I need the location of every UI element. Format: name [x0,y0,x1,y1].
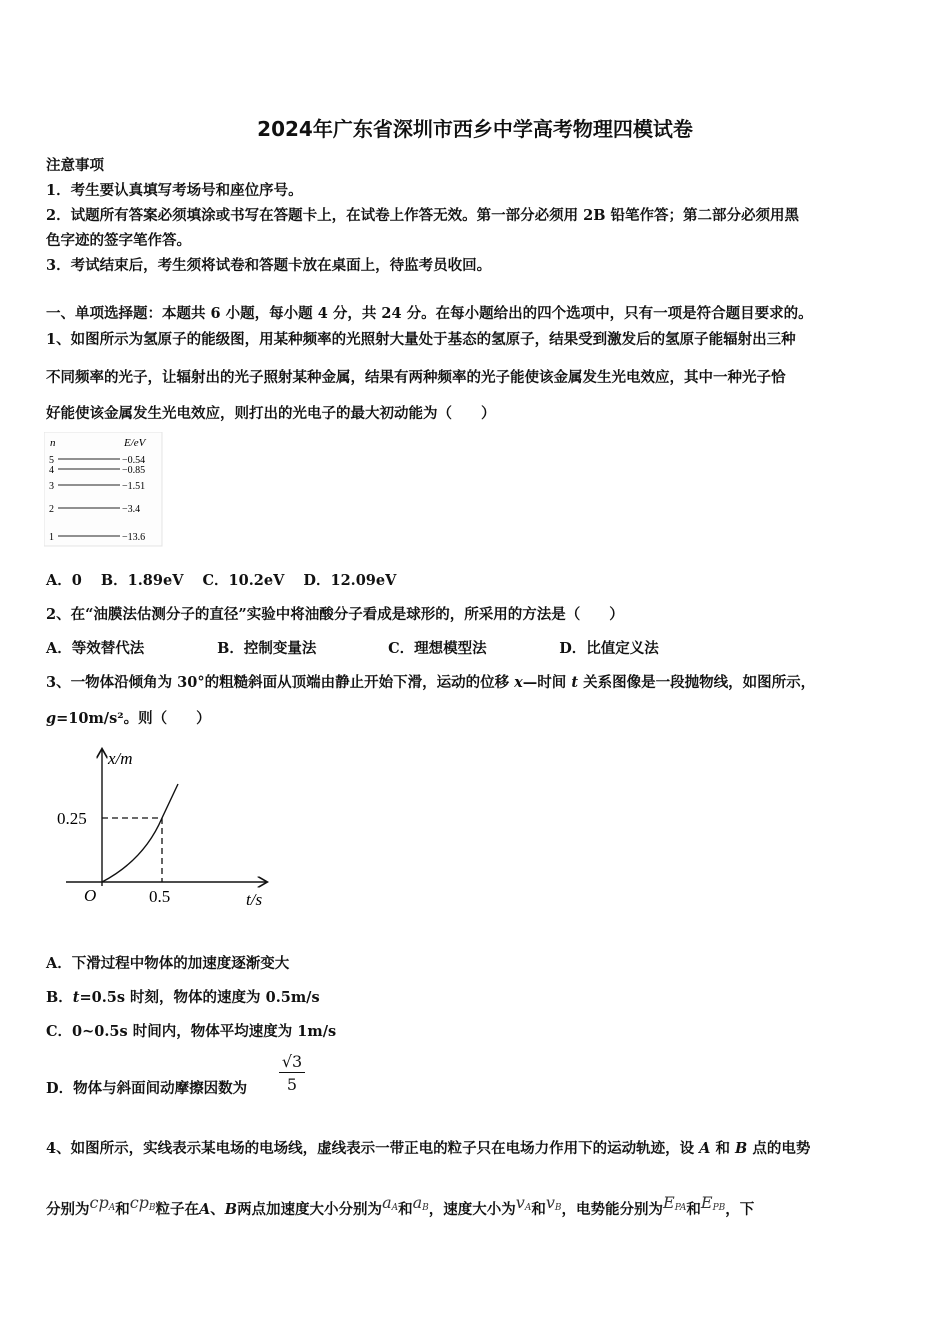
q3-option-b-prefix: B． [46,989,73,1006]
x-axis-label: t/s [246,890,263,909]
q2-option-d[interactable]: D．比值定义法 [559,640,659,657]
level-4-n: 4 [49,465,54,476]
q3-stem-x: x [514,674,523,691]
q2-option-a[interactable]: A．等效替代法 [46,640,145,657]
q4-p6: ，下 [725,1201,755,1218]
q1-line-1: 1、如图所示为氢原子的能级图，用某种频率的光照射大量处于基态的氢原子，结果受到激发后的氢原子能辐射出三种 [46,331,796,348]
phi-b-sub: B [148,1203,156,1213]
q3-stem-g: g [46,710,57,727]
q3-stem-b: —时间 [522,674,572,691]
a-b-symbol [413,1193,429,1212]
a-a-letter: a [382,1193,392,1212]
q4-and4: 和 [686,1201,701,1218]
level-1-n: 1 [49,532,54,543]
q2-stem: 2、在“油膜法估测分子的直径”实验中将油酸分子看成是球形的，所采用的方法是（ ） [46,606,624,623]
mu-fraction-denominator: 5 [286,1075,298,1094]
q4-line1-b: 和 [710,1140,736,1157]
v-b-symbol [546,1193,562,1212]
phi-a-symbol [90,1193,116,1212]
q1-option-a[interactable]: A．0 [46,572,82,589]
q4-and3: 和 [531,1201,546,1218]
y-tick-label: 0.25 [57,809,87,828]
q1-line-3: 好能使该金属发生光电效应，则打出的光电子的最大初动能为（ ） [46,405,496,422]
level-5-n: 5 [49,455,54,466]
a-a-sub: A [391,1203,399,1213]
q4-point-a2: A [199,1201,211,1218]
q2-options [46,637,659,658]
q3-option-b-rest: =0.5s 时刻，物体的速度为 0.5m/s [79,989,320,1006]
q4-line-1 [46,1137,810,1158]
v-a-symbol [516,1193,532,1212]
q1-line-2: 不同频率的光子，让辐射出的光子照射某种金属，结果有两种频率的光子能使该金属发生光电效应，其中一种光子恰 [46,369,786,386]
mu-fraction-numerator: √3 [279,1052,305,1073]
q4-and2: 和 [398,1201,413,1218]
q2-option-c[interactable]: C．理想模型法 [388,640,487,657]
q3-stem-line-2 [46,707,211,728]
q3-stem-a: 3、一物体沿倾角为 30°的粗糙斜面从顶端由静止开始下滑，运动的位移 [46,674,515,691]
q4-line1-c: 点的电势 [747,1140,811,1157]
q4-point-a: A [699,1140,711,1157]
v-b-letter: v [545,1193,555,1212]
energy-level-diagram [44,432,164,548]
level-3-e: −1.51 [122,481,146,492]
q4-p2: 粒子在 [155,1201,200,1218]
q4-comma1: 、 [210,1201,225,1218]
e-pa-letter: E [663,1193,675,1212]
q3-option-b-t: t [72,989,80,1006]
notice-heading: 注意事项 [46,157,104,174]
a-b-sub: B [422,1203,429,1213]
phi-b-letter: cp [129,1193,149,1212]
q4-point-b2: B [224,1201,238,1218]
q1-option-b[interactable]: B．1.89eV [100,572,184,589]
v-b-sub: B [554,1203,562,1213]
level-2-e: −3.4 [122,504,141,515]
section-heading: 一、单项选择题：本题共 6 小题，每小题 4 分，共 24 分。在每小题给出的四个选项中，只有一项是符合题目要求的。 [46,305,813,322]
level-3-n: 3 [49,481,54,492]
page-title: 2024年广东省深圳市西乡中学高考物理四模试卷 [257,117,693,141]
q3-stem-c: 关系图像是一段抛物线，如图所示， [578,674,816,691]
mu-fraction [279,1052,305,1094]
q3-option-c[interactable]: C．0~0.5s 时间内，物体平均速度为 1m/s [46,1023,337,1040]
q4-line1-a: 4、如图所示，实线表示某电场的电场线，虚线表示一带正电的粒子只在电场力作用下的运动轨迹，设 [46,1140,700,1157]
q1-option-d[interactable]: D．12.09eV [303,572,397,589]
phi-a-letter: cp [89,1193,109,1212]
a-a-symbol [382,1193,398,1212]
q1-options [46,569,396,590]
v-a-letter: v [515,1193,525,1212]
e-pa-symbol [663,1193,686,1212]
parabola-curve [102,784,178,882]
q4-p5: ，电势能分别为 [561,1201,663,1218]
q3-option-d[interactable]: D．物体与斜面间动摩擦因数为 [46,1080,248,1097]
q3-option-b[interactable] [46,986,320,1007]
q2-option-b[interactable]: B．控制变量法 [217,640,317,657]
level-4-e: −0.85 [122,465,146,476]
e-pb-letter: E [700,1193,713,1212]
y-axis-label: x/m [108,749,133,768]
e-pa-sub: PA [674,1203,687,1213]
e-pb-sub: PB [712,1203,726,1213]
q3-stem-g-rest: =10m/s²。则（ ） [56,710,211,727]
phi-a-sub: A [108,1203,116,1213]
level-5-e: −0.54 [122,455,146,466]
origin-label: O [84,886,97,905]
q4-p3: 两点加速度大小分别为 [237,1201,383,1218]
q3-stem-t: t [571,674,579,691]
phi-b-symbol [130,1193,156,1212]
q4-p1: 分别为 [46,1201,90,1218]
notice-item-3: 3．考试结束后，考生须将试卷和答题卡放在桌面上，待监考员收回。 [46,257,492,274]
a-b-letter: a [412,1193,423,1212]
notice-item-2-cont: 色字迹的签字笔作答。 [46,232,191,249]
notice-item-2: 2．试题所有答案必须填涂或书写在答题卡上，在试卷上作答无效。第一部分必须用 2B 铅笔作答；第二部分必须用黑 [46,207,800,224]
q4-point-b: B [735,1140,748,1157]
xt-graph [44,740,279,915]
diagram-e-label: E/eV [124,437,146,449]
q3-option-a[interactable]: A．下滑过程中物体的加速度逐渐变大 [46,955,290,972]
q4-and1: 和 [115,1201,130,1218]
notice-item-1: 1．考生要认真填写考场号和座位序号。 [46,182,303,199]
v-a-sub: A [524,1203,532,1213]
e-pb-symbol [701,1193,725,1212]
x-tick-label: 0.5 [149,887,171,906]
diagram-n-label: n [50,437,56,449]
level-2-n: 2 [49,504,54,515]
level-1-e: −13.6 [122,532,146,543]
q4-line-2 [46,1193,754,1219]
q4-p4: ，速度大小为 [428,1201,516,1218]
q3-stem-line-1 [46,671,815,692]
q1-option-c[interactable]: C．10.2eV [202,572,285,589]
